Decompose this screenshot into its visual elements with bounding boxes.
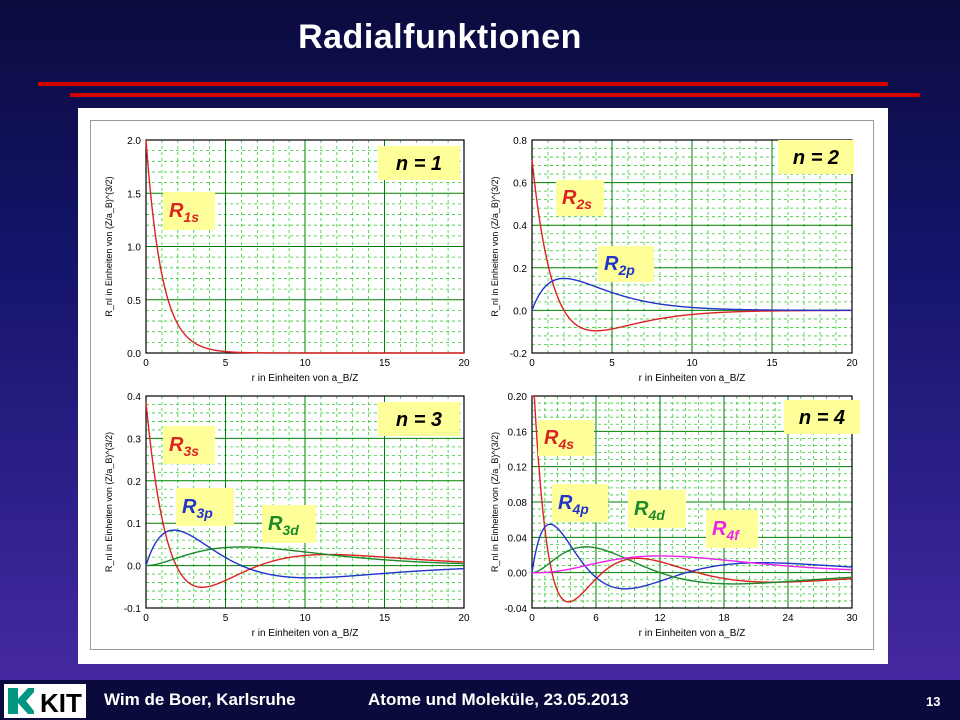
title-rule-bottom: [70, 93, 920, 97]
chart-4-x-tick-label: 0: [529, 613, 535, 624]
chart-3-y-tick-label: 0.4: [127, 392, 141, 403]
chart-1-y-axis-label: R_nl in Einheiten von (Z/a_B)^(3/2): [104, 176, 114, 317]
series-label-R4p: $R_{4p}$: [558, 492, 589, 517]
chart-4-x-tick-label: 30: [846, 613, 858, 624]
chart-4-x-tick-label: 6: [593, 613, 599, 624]
chart-3-y-axis-label: R_nl in Einheiten von (Z/a_B)^(3/2): [104, 431, 114, 573]
chart-4-x-tick-label: 18: [718, 613, 730, 624]
chart-2-x-tick-label: 10: [686, 358, 698, 369]
footer-author: Wim de Boer, Karlsruhe: [104, 690, 296, 709]
chart-4-y-tick-label: 0.20: [507, 392, 527, 403]
chart-4-x-tick-label: 12: [654, 613, 666, 624]
series-label-R4d: $R_{4d}$: [634, 498, 665, 523]
chart-2-x-axis-label: r in Einheiten von a_B/Z: [638, 373, 746, 384]
chart-2-x-tick-label: 5: [609, 358, 615, 369]
chart-panel: [78, 108, 888, 664]
chart-4-y-tick-label: 0.12: [507, 462, 527, 474]
series-label-R3p: $R_{3p}$: [182, 496, 213, 521]
chart-4-y-axis-label: R_nl in Einheiten von (Z/a_B)^(3/2): [490, 431, 500, 573]
chart-3-title: n = 3: [395, 409, 443, 431]
chart-1-x-tick-label: 20: [458, 358, 470, 369]
chart-4-y-tick-label: 0.04: [507, 533, 527, 545]
chart-2-y-axis-label: R_nl in Einheiten von (Z/a_B)^(3/2): [490, 176, 500, 317]
chart-2-x-tick-label: 0: [529, 358, 535, 369]
chart-1-y-tick-label: 0.5: [127, 295, 141, 307]
series-label-R1s: $R_{1s}$: [169, 200, 200, 225]
chart-1-x-tick-label: 15: [378, 358, 391, 369]
chart-2-y-tick-label: 0.8: [513, 136, 527, 147]
chart-2-y-tick-label: 0.4: [513, 221, 527, 233]
chart-1-y-tick-label: 1.5: [127, 189, 141, 201]
slide-title: Radialfunktionen: [298, 18, 582, 56]
chart-3-x-tick-label: 10: [299, 613, 311, 624]
chart-3-x-tick-label: 20: [458, 613, 470, 624]
series-label-R3s: $R_{3s}$: [169, 434, 200, 459]
title-rule-top: [38, 82, 888, 86]
chart-3-x-tick-label: 0: [143, 613, 149, 624]
kit-logo-text: KIT: [40, 688, 82, 718]
series-label-R2s: $R_{2s}$: [562, 187, 593, 212]
chart-1-title: n = 1: [395, 153, 443, 175]
series-label-R4s: $R_{4s}$: [544, 427, 575, 452]
chart-4-x-axis-label: r in Einheiten von a_B/Z: [638, 628, 746, 639]
chart-2-x-tick-label: 20: [846, 358, 858, 369]
chart-3-y-tick-label: 0.0: [127, 561, 141, 573]
kit-logo: [4, 684, 86, 718]
chart-4-x-tick-label: 24: [782, 613, 794, 624]
chart-panel-border: [90, 120, 874, 650]
chart-4-y-tick-label: 0.08: [507, 498, 527, 509]
chart-1-y-tick-label: 2.0: [127, 136, 141, 147]
chart-3-y-tick-label: 0.2: [127, 476, 141, 488]
footer-course: Atome und Moleküle, 23.05.2013: [368, 690, 629, 709]
chart-1-y-tick-label: 0.0: [127, 349, 141, 360]
chart-1-x-tick-label: 10: [299, 358, 311, 369]
chart-2-y-tick-label: -0.2: [509, 349, 527, 360]
page-number: 13: [926, 694, 941, 709]
chart-1-y-tick-label: 1.0: [127, 242, 141, 254]
chart-1-x-tick-label: 0: [143, 358, 149, 369]
chart-4-y-tick-label: -0.04: [504, 604, 527, 615]
chart-2-x-tick-label: 15: [766, 358, 778, 369]
chart-2-y-tick-label: 0.2: [513, 263, 527, 275]
chart-2-y-tick-label: 0.0: [513, 306, 527, 318]
chart-3-x-axis-label: r in Einheiten von a_B/Z: [251, 628, 359, 639]
chart-3-y-tick-label: 0.3: [127, 434, 141, 446]
chart-2-y-tick-label: 0.6: [513, 178, 527, 190]
chart-3-y-tick-label: -0.1: [123, 604, 141, 615]
chart-2-title: n = 2: [792, 147, 840, 169]
chart-3-x-tick-label: 5: [222, 613, 229, 624]
chart-3-y-tick-label: 0.1: [127, 519, 141, 531]
chart-4-title: n = 4: [798, 407, 846, 429]
chart-3-x-tick-label: 15: [378, 613, 391, 624]
chart-4-y-tick-label: 0.00: [507, 568, 527, 580]
chart-4-y-tick-label: 0.16: [507, 427, 527, 439]
series-label-R4f: $R_{4f}$: [712, 518, 739, 543]
series-label-R2p: $R_{2p}$: [604, 253, 635, 278]
chart-1-x-axis-label: r in Einheiten von a_B/Z: [251, 373, 359, 384]
series-label-R3d: $R_{3d}$: [268, 513, 299, 538]
chart-1-x-tick-label: 5: [222, 358, 229, 369]
